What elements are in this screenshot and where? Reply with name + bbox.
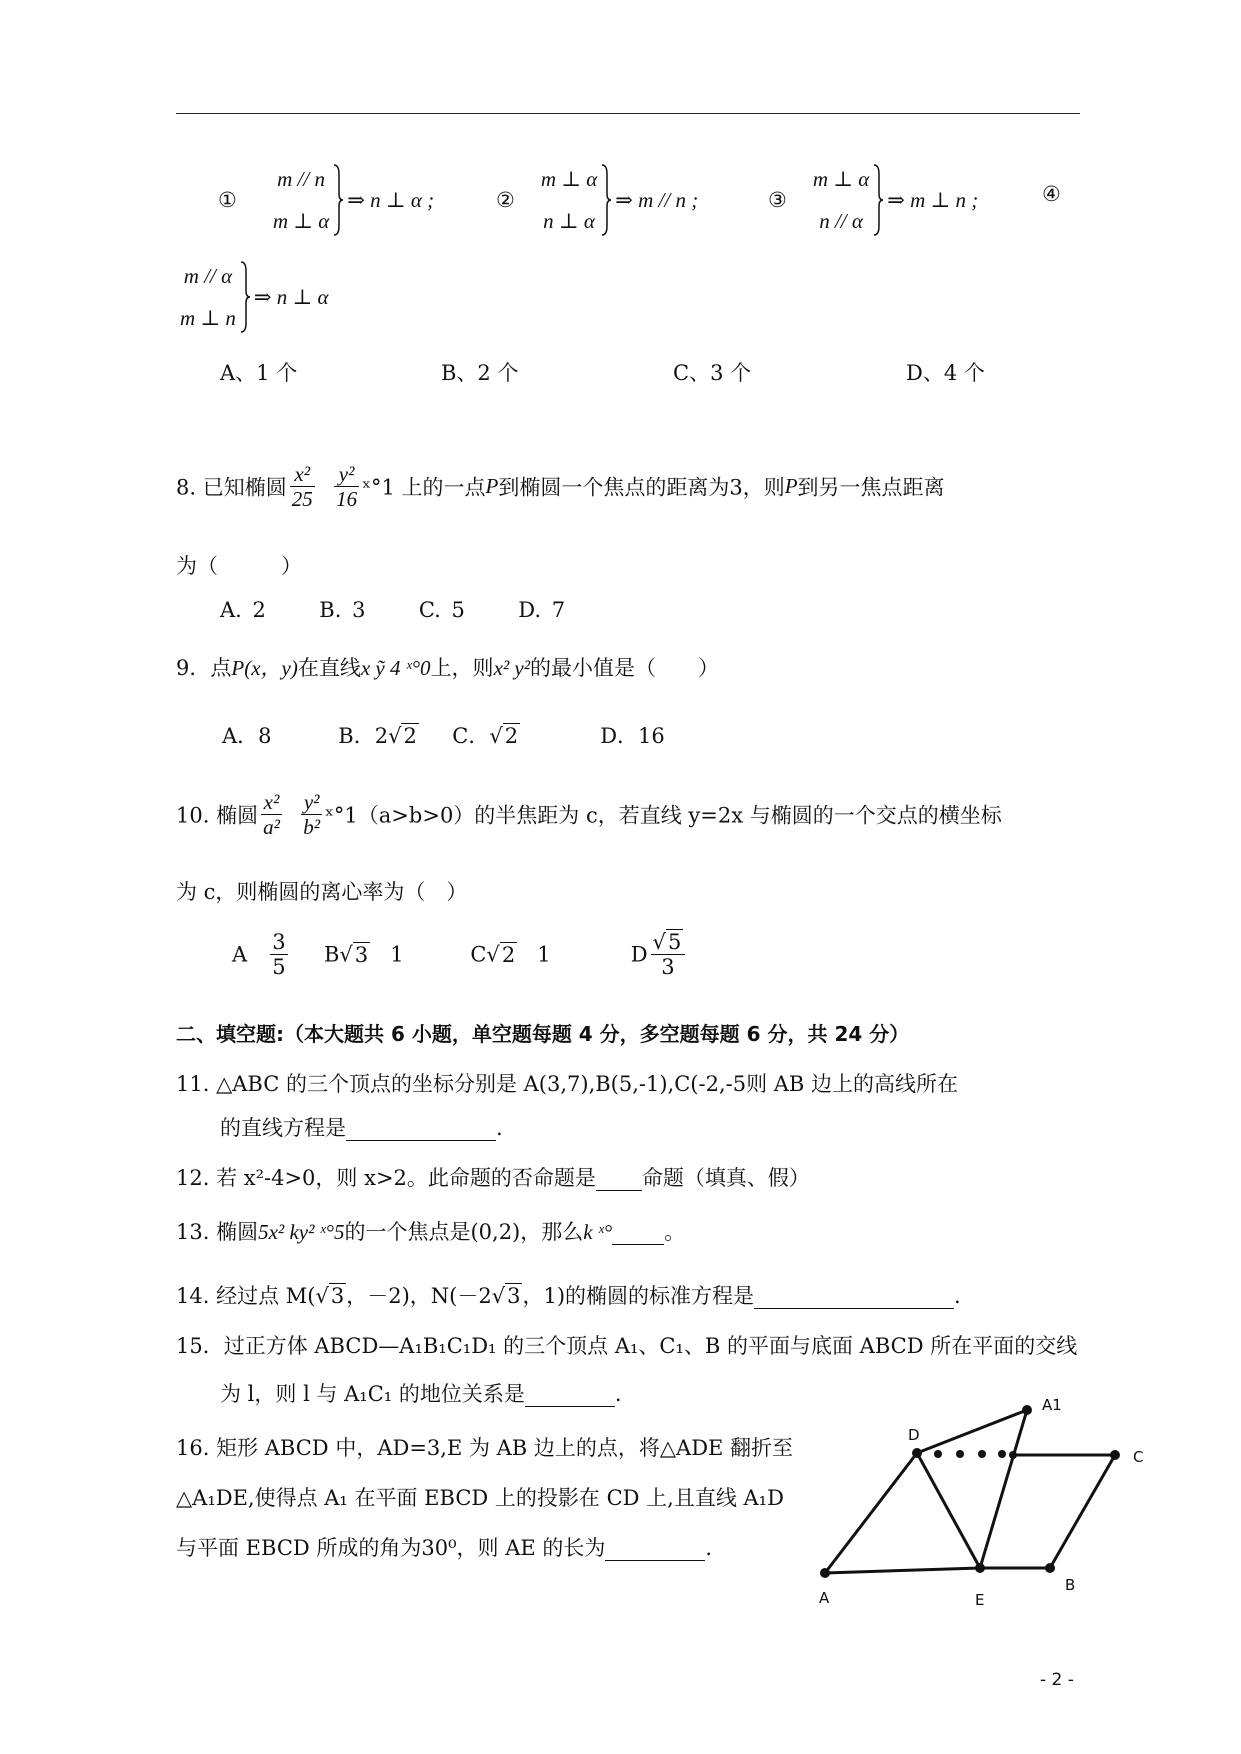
q13-text: 的一个焦点是	[344, 1220, 471, 1244]
q9-option-c: C．	[452, 724, 490, 748]
dot	[934, 1450, 942, 1458]
q8-text: 到椭圆一个焦点的距离为3，则	[498, 475, 785, 500]
q9-option-b: B．2	[338, 724, 389, 748]
label-e: E	[975, 1591, 985, 1609]
radicand: 2	[504, 724, 519, 748]
proposition-4	[180, 255, 329, 339]
fraction	[651, 930, 686, 979]
q9-option-d: D．16	[600, 724, 665, 748]
q14-line: 14. 经过点 M(√3，－2)，N(－2√3，1)的椭圆的标准方程是 .	[176, 1284, 961, 1308]
q13-k: k ˣ°	[583, 1220, 613, 1244]
q16-text: 与平面 EBCD 所成的角为30⁰，则 AE 的长为	[176, 1536, 606, 1560]
section-heading: 二、填空题:（本大题共 6 小题，单空题每题 4 分，多空题每题 6 分，共 24 分）	[176, 1022, 910, 1046]
q13-text: ，那么	[520, 1220, 584, 1244]
right-brace-icon	[873, 164, 883, 236]
q9-expression: x² y²	[493, 656, 531, 680]
q9-text: 9．点	[176, 656, 232, 680]
conclusion: ⇒ n ⊥ α ;	[347, 187, 435, 212]
q8-line2: 为（ ）	[176, 554, 302, 578]
label-c: C	[1133, 1448, 1144, 1466]
q10-line2: 为 c，则椭圆的离心率为（ ）	[176, 880, 468, 904]
q12-line	[176, 1162, 810, 1192]
q10-option-d-label: D	[630, 942, 648, 967]
condition-line: m ⊥ α	[812, 167, 870, 191]
q11-end: .	[496, 1116, 503, 1140]
numerator: y²	[303, 790, 320, 814]
denominator: a²	[263, 815, 280, 840]
q9-option-a: A．8	[222, 724, 272, 748]
edge-a1e	[980, 1410, 1027, 1568]
numerator: x²	[263, 790, 280, 814]
q8-line1	[176, 462, 945, 511]
dot	[978, 1450, 986, 1458]
q10-option-c-tail: 1	[537, 942, 551, 967]
right-brace-icon	[333, 164, 343, 236]
q9-options: A．8 B．2√2 C．√2 D．16	[222, 724, 665, 748]
header-rule	[176, 113, 1080, 114]
label-a: A	[819, 1589, 830, 1607]
radicand: 3	[507, 1284, 521, 1308]
vertex-a	[820, 1568, 830, 1578]
q10-option-c-label: C	[470, 942, 487, 967]
q15-line1: 15．过正方体 ABCD—A₁B₁C₁D₁ 的三个顶点 A₁、C₁、B 的平面与底面 ABCD 所在平面的交线	[176, 1334, 1078, 1358]
vertex-c	[1110, 1450, 1120, 1460]
q14-text: ，－2)，N(－2	[346, 1284, 492, 1308]
q9-text: 在直线	[297, 656, 361, 680]
denominator: b²	[303, 815, 321, 840]
denominator: 5	[272, 955, 286, 980]
q10-line1	[176, 790, 1002, 839]
radicand: 2	[501, 942, 516, 967]
dot	[956, 1450, 964, 1458]
q16-line3	[176, 1532, 712, 1562]
proposition-number: ③	[768, 188, 787, 212]
conclusion: ⇒ m ⊥ n ;	[887, 187, 979, 212]
conclusion: ⇒ n ⊥ α	[253, 284, 329, 309]
label-a1: A1	[1042, 1396, 1062, 1414]
condition-line: m ⊥ α	[272, 209, 330, 233]
point-p: P	[485, 474, 499, 499]
proposition-1	[218, 158, 434, 242]
sqrt-sign: √	[339, 942, 353, 967]
fraction	[290, 462, 315, 511]
q8-text: 到另一焦点距离	[797, 475, 945, 500]
q10-option-b-tail: 1	[390, 942, 404, 967]
dot	[998, 1450, 1006, 1458]
radicand: 3	[354, 942, 369, 967]
q11-line1: 11. △ABC 的三个顶点的坐标分别是 A(3,7),B(5,-1),C(-2,-5则 AB 边上的高线所在	[176, 1072, 959, 1096]
q10-option-a-label: A	[232, 942, 248, 967]
geometry-figure	[795, 1380, 1185, 1625]
proposition-4-number: ④	[1042, 182, 1061, 206]
edge-da1	[917, 1410, 1027, 1453]
edge-ae	[825, 1568, 980, 1573]
vertex-projection	[1009, 1451, 1017, 1459]
q12-text: 命题（填真、假）	[641, 1166, 810, 1190]
q13-point: (0,2)	[470, 1220, 521, 1244]
q15-line2	[220, 1378, 622, 1408]
numerator: y²	[338, 462, 355, 486]
q8-option-c: C. 5	[418, 598, 465, 622]
q9-line1	[176, 652, 719, 682]
edge-bc	[1050, 1455, 1115, 1568]
q9-point: P(x，y)	[231, 656, 298, 680]
vertex-e	[975, 1563, 985, 1573]
q15-end: .	[614, 1382, 622, 1406]
numerator: √5	[652, 930, 682, 954]
denominator: 25	[291, 487, 313, 512]
radicand: 3	[330, 1284, 345, 1308]
answer-blank[interactable]	[346, 1116, 496, 1141]
vertex-d	[912, 1448, 922, 1458]
q7-option-d: D、4 个	[906, 361, 985, 385]
fraction	[261, 790, 282, 839]
conclusion: ⇒ m // n ;	[615, 187, 699, 212]
q16-line2: △A₁DE,使得点 A₁ 在平面 EBCD 上的投影在 CD 上,且直线 A₁D	[176, 1486, 784, 1510]
edge-ad	[825, 1453, 917, 1573]
q14-text: ，1)的椭圆的标准方程是	[522, 1284, 755, 1308]
vertex-a1	[1022, 1405, 1032, 1415]
q16-line1: 16. 矩形 ABCD 中，AD=3,E 为 AB 边上的点，将△ADE 翻折至	[176, 1436, 794, 1460]
condition-line: n // α	[819, 209, 863, 233]
condition-line: m // n	[277, 167, 325, 191]
point-p: P	[784, 474, 798, 499]
label-d: D	[908, 1426, 920, 1444]
q7-option-a: A、1 个	[220, 361, 298, 385]
proposition-number: ②	[496, 188, 515, 212]
q8-options	[220, 598, 565, 622]
q13-equation: 5x² ky² ˣ°5	[258, 1220, 345, 1244]
label-b: B	[1065, 1576, 1076, 1594]
denominator: 16	[336, 487, 358, 512]
q11-text: 的直线方程是	[220, 1116, 346, 1140]
q9-text: 上，则	[430, 656, 494, 680]
condition-line: m ⊥ α	[540, 167, 598, 191]
q7-option-c: C、3 个	[673, 361, 752, 385]
q9-line-equation: x ỹ 4 ˣ°0	[360, 656, 431, 680]
denominator: 3	[651, 954, 686, 979]
q16-end: .	[705, 1536, 713, 1560]
fraction	[334, 462, 359, 511]
q10-options	[232, 930, 688, 979]
numerator: 3	[272, 930, 286, 954]
q13-end: 。	[664, 1220, 686, 1244]
proposition-3	[768, 158, 978, 242]
q13-text: 13. 椭圆	[176, 1220, 259, 1244]
answer-blank[interactable]	[525, 1382, 615, 1407]
vertex-b	[1045, 1563, 1055, 1573]
q10-prefix: 10. 椭圆	[176, 803, 259, 828]
fraction	[301, 790, 322, 839]
condition-line: n ⊥ α	[543, 209, 595, 233]
q15-text: 为 l，则 l 与 A₁C₁ 的地位关系是	[220, 1382, 525, 1406]
proposition-number: ①	[218, 188, 237, 212]
radicand: 2	[403, 724, 417, 748]
radicand: 5	[667, 930, 682, 954]
q12-text: 12. 若 x²-4>0，则 x>2。此命题的否命题是	[176, 1166, 596, 1190]
numerator: x²	[294, 462, 311, 486]
q8-prefix: 8. 已知椭圆	[176, 475, 287, 500]
condition-line: m ⊥ n	[180, 306, 236, 330]
condition-line: m // α	[183, 264, 233, 288]
sqrt-sign: √	[486, 942, 500, 967]
fraction	[270, 930, 287, 979]
q8-option-d: D. 7	[518, 598, 566, 622]
q8-equation: ˣ°1 上的一点	[362, 475, 486, 500]
q10-condition: ˣ°1（a>b>0）的半焦距为 c，若直线 y=2x 与椭圆的一个交点的横坐标	[325, 803, 1002, 828]
answer-blank[interactable]	[754, 1284, 954, 1309]
answer-blank[interactable]	[605, 1536, 705, 1561]
page-number: - 2 -	[1040, 1670, 1074, 1690]
q13-line	[176, 1216, 685, 1246]
q8-option-a: A. 2	[220, 598, 266, 622]
right-brace-icon	[240, 261, 250, 333]
q14-text: 14. 经过点 M(	[176, 1284, 316, 1308]
q9-text: 的最小值是（ ）	[530, 656, 720, 680]
q8-option-b: B. 3	[319, 598, 366, 622]
answer-blank[interactable]	[612, 1220, 664, 1245]
proposition-2	[496, 158, 698, 242]
q11-line2	[220, 1112, 503, 1142]
answer-blank[interactable]	[596, 1166, 642, 1191]
edge-de	[917, 1453, 980, 1568]
right-brace-icon	[601, 164, 611, 236]
q14-end: .	[954, 1284, 961, 1308]
q10-option-b-label: B	[323, 942, 340, 967]
q7-option-b: B、2 个	[441, 361, 519, 385]
